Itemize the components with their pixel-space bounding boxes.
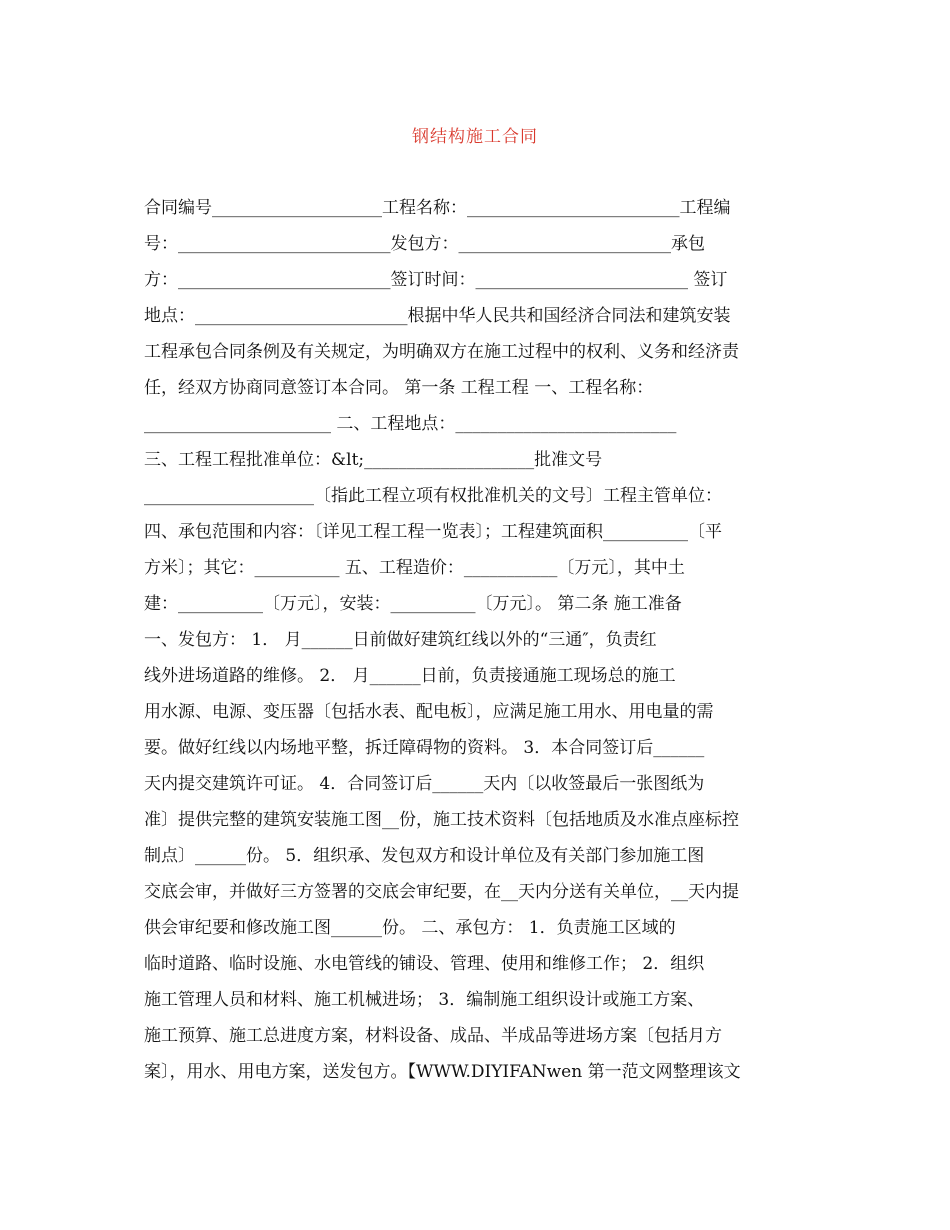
body-line: 天内提交建筑许可证。 4．合同签订后______天内〔以收签最后一张图纸为 [144, 774, 705, 794]
body-line: 施工预算、施工总进度方案，材料设备、成品、半成品等进场方案〔包括月方 [144, 1026, 722, 1046]
body-line: 号：_________________________发包方：_________________________承包 [144, 234, 705, 254]
body-line: 合同编号____________________工程名称：_________________________工程编 [144, 198, 731, 218]
body-line: 线外进场道路的维修。 2． 月______日前，负责接通施工现场总的施工 [144, 666, 676, 686]
body-line: 三、工程工程批准单位：&lt;____________________批准文号 [144, 450, 603, 470]
body-line: 任，经双方协商同意签订本合同。 第一条 工程工程 一、工程名称： [144, 378, 654, 398]
body-line: 一、发包方： 1． 月______日前做好建筑红线以外的“三通″，负责红 [144, 630, 657, 650]
body-line: ______________________ 二、工程地点：__________________________ [144, 414, 677, 434]
body-line: 施工管理人员和材料、施工机械进场； 3．编制施工组织设计或施工方案、 [144, 990, 705, 1010]
body-line: 交底会审，并做好三方签署的交底会审纪要，在__天内分送有关单位，__天内提 [144, 882, 739, 902]
body-line: 用水源、电源、变压器〔包括水表、配电板〕，应满足施工用水、用电量的需 [144, 702, 714, 722]
body-line: 供会审纪要和修改施工图______份。 二、承包方： 1．负责施工区域的 [144, 918, 676, 938]
body-line: 案〕，用水、用电方案，送发包方。【WWW.DIYIFANwen 第一范文网整理该文 [144, 1062, 741, 1082]
document-body [144, 194, 810, 1094]
body-line: 建：__________〔万元〕，安装：__________〔万元〕。 第二条 施工准备 [144, 594, 682, 614]
body-line: 制点〕______份。 5．组织承、发包双方和设计单位及有关部门参加施工图 [144, 846, 705, 866]
body-line: 要。做好红线以内场地平整，拆迁障碍物的资料。 3．本合同签订后______ [144, 738, 705, 758]
document-title: 钢结构施工合同 [412, 127, 538, 147]
body-line: 四、承包范围和内容：〔详见工程工程一览表〕；工程建筑面积__________〔平 [144, 522, 722, 542]
body-line: 准〕提供完整的建筑安装施工图__份，施工技术资料〔包括地质及水准点座标控 [144, 810, 739, 830]
body-line: 工程承包合同条例及有关规定，为明确双方在施工过程中的权利、义务和经济责 [144, 342, 739, 362]
body-line: 地点：_________________________根据中华人民共和国经济合同法和建筑安装 [144, 306, 731, 326]
body-line: 方：_________________________签订时间：_________________________ 签订 [144, 270, 728, 290]
body-line: 临时道路、临时设施、水电管线的铺设、管理、使用和维修工作； 2．组织 [144, 954, 705, 974]
body-line: 方米〕；其它：__________ 五、工程造价：___________〔万元〕，其中土 [144, 558, 685, 578]
body-line: ____________________〔指此工程立项有权批准机关的文号〕工程主管单位： [144, 486, 722, 506]
